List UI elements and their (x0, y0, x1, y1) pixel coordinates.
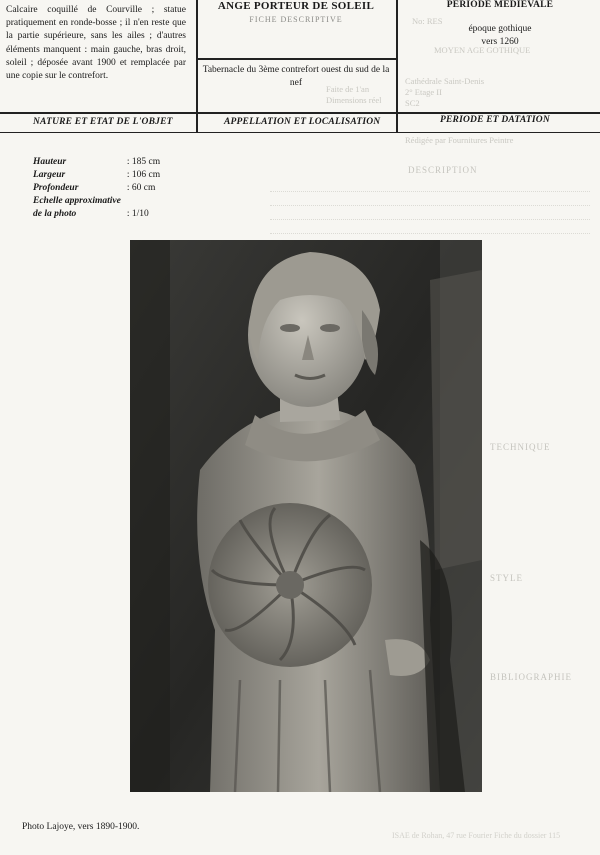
dimension-value (127, 195, 160, 208)
periode-caption: PERIODE ET DATATION (440, 115, 550, 125)
bleed-text: SC2 (405, 98, 420, 108)
dimension-row (33, 195, 160, 208)
dimension-label: Hauteur (33, 157, 67, 167)
dimension-row (33, 182, 160, 195)
dimension-value: : 60 cm (126, 183, 156, 193)
bleed-text: 2° Etage II (405, 87, 442, 97)
dimension-row (33, 208, 160, 221)
bleed-heading: TECHNIQUE (490, 442, 551, 452)
bleed-paragraph (270, 180, 590, 236)
bleed-text: Rédigée par Fournitures Peintre (405, 135, 514, 145)
bleed-text: Dimensions réel (326, 95, 382, 105)
object-title: ANGE PORTEUR DE SOLEIL (217, 0, 375, 12)
bleed-heading: BIBLIOGRAPHIE (490, 672, 572, 682)
dimension-row (33, 156, 160, 169)
location-text: Tabernacle du 3ème contrefort ouest du sud de la nef (202, 65, 390, 88)
row-divider (196, 58, 398, 60)
dimension-label: Echelle approximative (33, 196, 121, 206)
dimension-label: de la photo (33, 209, 77, 219)
dimensions-block (33, 156, 160, 221)
period-title: PERIODE MEDIEVALE (446, 0, 554, 10)
dimension-row (33, 169, 160, 182)
fiche-label: FICHE DESCRIPTIVE (249, 15, 343, 24)
period-date: vers 1260 (481, 37, 519, 47)
bleed-heading: STYLE (490, 573, 523, 583)
bleed-heading: DESCRIPTION (408, 165, 478, 175)
photo-credit: Photo Lajoye, vers 1890-1900. (22, 822, 140, 832)
angel-statue-image (130, 240, 482, 792)
nature-description: Calcaire coquillé de Courville ; statue pratiquement en ronde-bosse ; il n'en reste que la partie supérieure, sans les ailes ; d'autres éléments manquent : main gauche, bras droit, soleil ; déposée avant 1900 et remplacée par une copie sur le contrefort. (6, 5, 186, 82)
caption-divider (0, 112, 600, 114)
nature-caption: NATURE ET ETAT DE L'OBJET (33, 117, 173, 127)
dimension-value: : 106 cm (126, 170, 161, 180)
dimension-value: : 185 cm (126, 157, 161, 167)
bleed-footer: ISAE de Rohan, 47 rue Fourier Fiche du dossier 115 (392, 831, 561, 840)
bleed-text: No: RES (412, 16, 443, 26)
dimension-label: Largeur (33, 170, 66, 180)
appellation-caption: APPELLATION ET LOCALISATION (224, 117, 381, 127)
period-epoque: époque gothique (468, 24, 532, 34)
dimension-label: Profondeur (33, 183, 79, 193)
bleed-text: MOYEN AGE GOTHIQUE (434, 45, 531, 55)
bleed-text: Faite de 1'an (326, 84, 370, 94)
header-table (0, 0, 600, 133)
bleed-text: Cathédrale Saint-Denis (405, 76, 485, 86)
statue-photo (130, 240, 482, 792)
dimension-value: : 1/10 (126, 209, 149, 219)
